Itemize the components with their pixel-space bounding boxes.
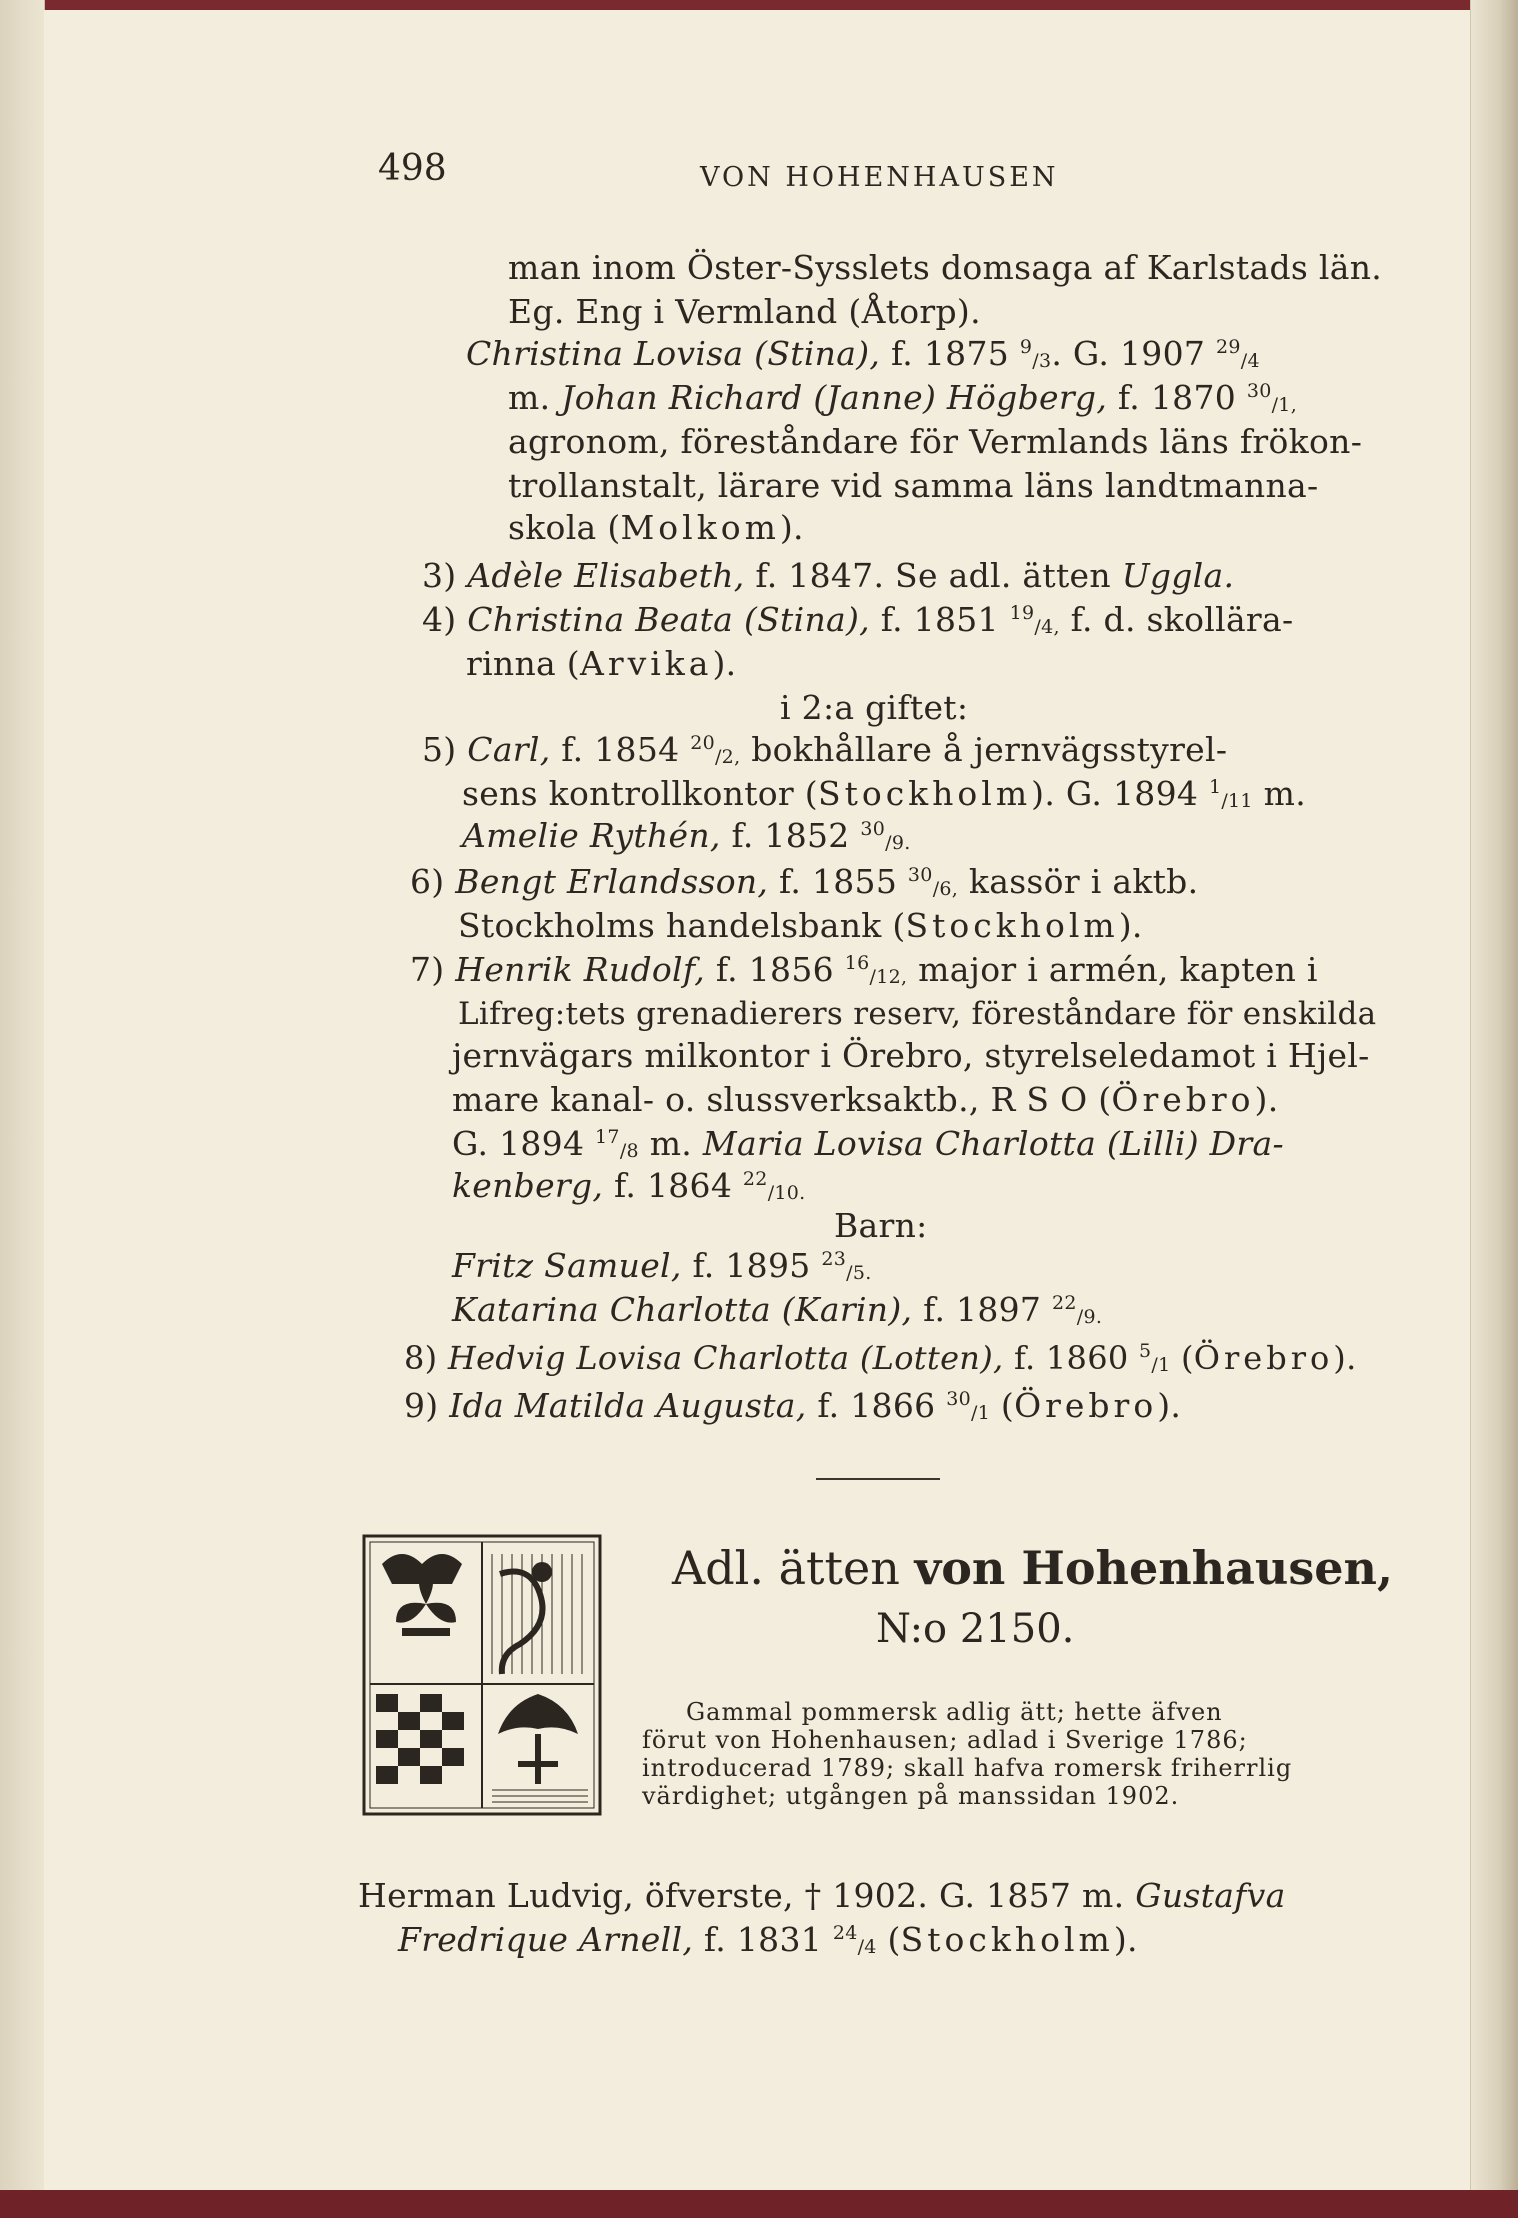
text-line: G. 1894 $^{17}_{/8}$ m. Maria Lovisa Charlotta (Lilli) Dra- [452, 1124, 1284, 1163]
text-line: 5) Carl, f. 1854 $^{20}_{/2,}$ bokhållare å jernvägsstyrel- [422, 730, 1228, 769]
text-line: agronom, föreståndare för Vermlands läns frökon- [508, 422, 1363, 461]
section-heading: Barn: [834, 1206, 928, 1245]
text-line: Katarina Charlotta (Karin), f. 1897 $^{22}_{/9.}$ [452, 1290, 1103, 1329]
text-line: jernvägars milkontor i Örebro, styrelseledamot i Hjel- [452, 1036, 1370, 1075]
text-line: trollanstalt, lärare vid samma läns landtmanna- [508, 466, 1319, 505]
text-line: 8) Hedvig Lovisa Charlotta (Lotten), f. 1860 $^5_{/1}$ (Örebro). [404, 1339, 1357, 1377]
running-title: VON HOHENHAUSEN [700, 162, 1059, 193]
family-note-line: värdighet; utgången på manssidan 1902. [642, 1782, 1180, 1810]
family-title: Adl. ätten von Hohenhausen, [672, 1541, 1393, 1595]
text-line: 7) Henrik Rudolf, f. 1856 $^{16}_{/12,}$ major i armén, kapten i [410, 950, 1318, 989]
text-line: man inom Öster-Sysslets domsaga af Karlstads län. [508, 248, 1383, 287]
family-note-line: förut von Hohenhausen; adlad i Sverige 1786; [642, 1726, 1248, 1754]
text-line: Lifreg:tets grenadierers reserv, föreståndare för enskilda [458, 996, 1377, 1032]
section-heading: i 2:a giftet: [780, 688, 969, 727]
book-binding-bottom [0, 2190, 1518, 2218]
text-line: Herman Ludvig, öfverste, † 1902. G. 1857 m. Gustafva [358, 1876, 1286, 1915]
book-gutter-left [0, 0, 45, 2218]
text-line: kenberg, f. 1864 $^{22}_{/10.}$ [452, 1166, 806, 1205]
family-note-line: introducerad 1789; skall hafva romersk friherrlig [642, 1754, 1293, 1782]
text-line: rinna (Arvika). [466, 644, 737, 683]
text-line: Fritz Samuel, f. 1895 $^{23}_{/5.}$ [452, 1246, 872, 1285]
text-line: Fredrique Arnell, f. 1831 $^{24}_{/4}$ (Stockholm). [398, 1920, 1138, 1959]
text-line: m. Johan Richard (Janne) Högberg, f. 1870 $^{30}_{/1,}$ [508, 378, 1298, 417]
text-line: Christina Lovisa (Stina), f. 1875 $^9_{/3}$. G. 1907 $^{29}_{/4}$ [466, 334, 1260, 373]
coat-of-arms-icon [362, 1534, 602, 1816]
text-line: 9) Ida Matilda Augusta, f. 1866 $^{30}_{/1}$ (Örebro). [404, 1386, 1182, 1425]
family-note-line: Gammal pommersk adlig ätt; hette äfven [686, 1698, 1223, 1726]
text-line: Amelie Rythén, f. 1852 $^{30}_{/9.}$ [462, 816, 911, 855]
book-page-edges-right [1470, 0, 1518, 2218]
text-line: skola (Molkom). [508, 508, 804, 547]
book-binding-top [0, 0, 1518, 10]
section-divider [816, 1478, 940, 1480]
page-number: 498 [378, 148, 447, 189]
text-line: Stockholms handelsbank (Stockholm). [458, 906, 1143, 945]
text-line: mare kanal- o. slussverksaktb., R S O (Örebro). [452, 1080, 1279, 1119]
text-line: 6) Bengt Erlandsson, f. 1855 $^{30}_{/6,}$ kassör i aktb. [410, 862, 1199, 901]
family-number: N:o 2150. [876, 1606, 1075, 1652]
text-line: 3) Adèle Elisabeth, f. 1847. Se adl. ätten Uggla. [422, 556, 1235, 595]
text-line: sens kontrollkontor (Stockholm). G. 1894 $^1_{/11}$ m. [462, 774, 1306, 813]
text-line: Eg. Eng i Vermland (Åtorp). [508, 292, 981, 331]
text-line: 4) Christina Beata (Stina), f. 1851 $^{19}_{/4,}$ f. d. skollära- [422, 600, 1294, 639]
